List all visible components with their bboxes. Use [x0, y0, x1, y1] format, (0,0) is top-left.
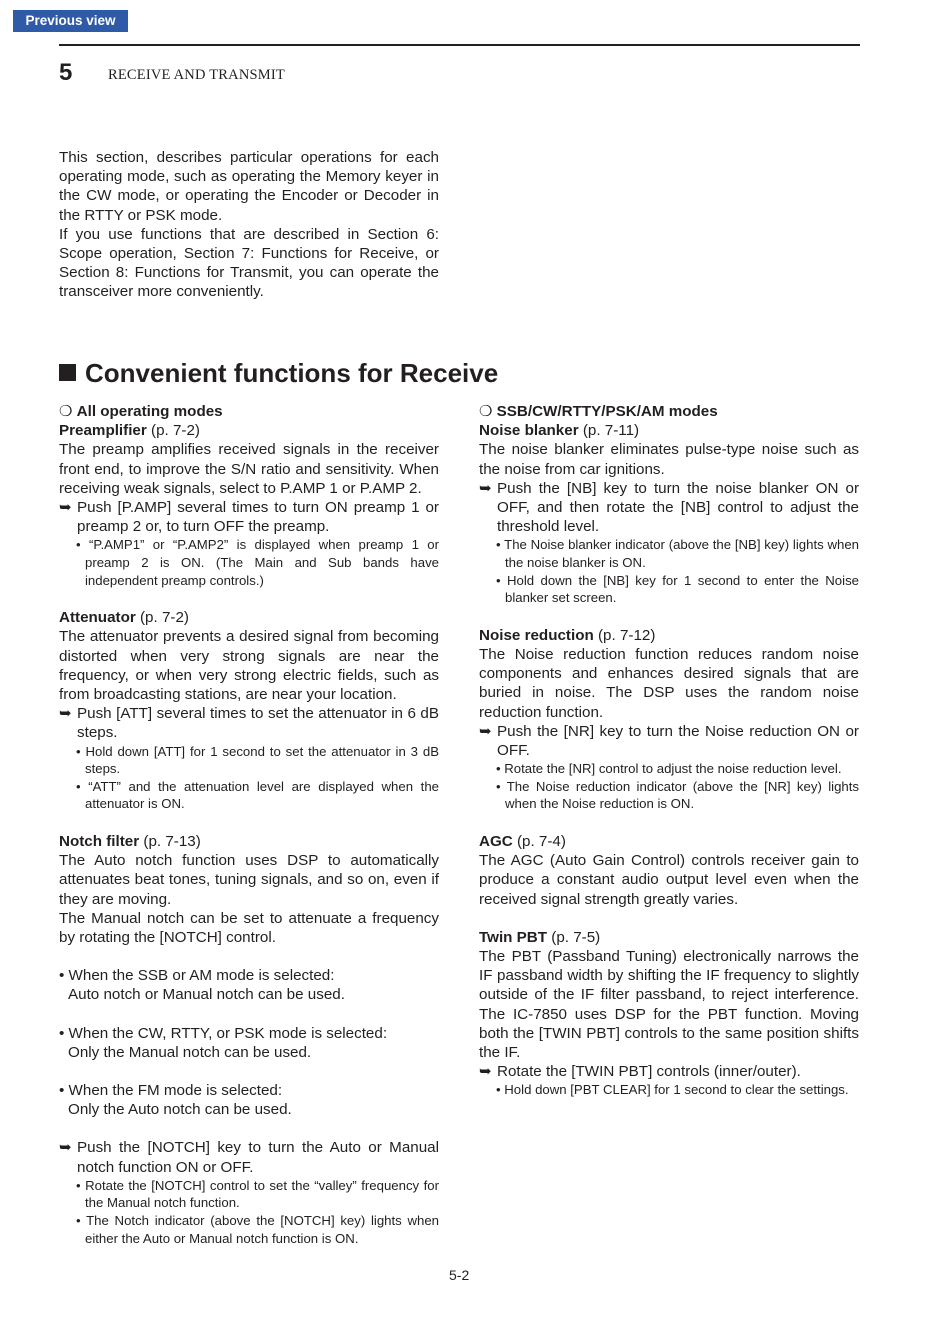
mode-condition: • When the CW, RTTY, or PSK mode is selected:: [59, 1024, 388, 1042]
step: ➥ Push [P.AMP] several times to turn ON preamp 1 or preamp 2 or, to turn OFF the preamp.: [59, 499, 439, 536]
function-heading: Twin PBT (p. 7-5): [479, 928, 601, 946]
note: • “P.AMP1” or “P.AMP2” is displayed when preamp 1 or preamp 2 is ON. (The Main and Sub bands have independent preamp controls.): [76, 537, 439, 588]
function-heading: Preamplifier (p. 7-2): [59, 422, 200, 440]
square-icon: [59, 364, 76, 381]
function-description: The noise blanker eliminates pulse-type noise such as the noise from car ignitions.: [479, 441, 859, 478]
function-description: The Auto notch function uses DSP to automatically attenuates beat tones, tuning signals, and so on, even if they are moving.: [59, 852, 439, 908]
arrow-right-icon: ➥: [59, 705, 72, 723]
note: • The Noise blanker indicator (above the [NB] key) lights when the noise blanker is ON.: [496, 537, 859, 571]
header-rule: [59, 44, 860, 46]
section-heading: [59, 358, 498, 389]
circle-icon: ❍: [59, 403, 73, 420]
function-description: The Manual notch can be set to attenuate a frequency by rotating the [NOTCH] control.: [59, 909, 439, 947]
mode-condition: • When the FM mode is selected:: [59, 1082, 283, 1100]
function-heading: Notch filter (p. 7-13): [59, 833, 201, 850]
page-number: 5-2: [449, 1267, 470, 1283]
mode-condition: • When the SSB or AM mode is selected:: [59, 967, 335, 985]
section-heading-text: Convenient functions for Receive: [85, 358, 499, 388]
note: • The Noise reduction indicator (above the [NR] key) lights when the Noise reduction is ON.: [496, 778, 859, 812]
step: ➥ Rotate the [TWIN PBT] controls (inner/outer).: [479, 1063, 801, 1081]
arrow-right-icon: ➥: [59, 499, 72, 517]
function-description: The attenuator prevents a desired signal from becoming distorted when very strong signals are near the frequency, or when very strong electric fields, such as from broadcasting stations, are near your location.: [59, 628, 439, 704]
function-heading: AGC (p. 7-4): [479, 833, 566, 850]
function-description: The AGC (Auto Gain Control) controls receiver gain to produce a constant audio output level even when the received signal strength greatly varies.: [479, 852, 859, 908]
step: ➥ Push the [NB] key to turn the noise blanker ON or OFF, and then rotate the [NB] control to adjust the threshold level.: [479, 479, 859, 536]
arrow-right-icon: ➥: [479, 1063, 492, 1081]
mode-heading: ❍ All operating modes: [59, 403, 223, 420]
right-column: [479, 402, 859, 1099]
mode-result: Auto notch or Manual notch can be used.: [68, 986, 345, 1004]
function-description: The PBT (Passband Tuning) electronically narrows the IF passband width by shifting the IF frequency to slightly outside of the IF filter passband, to reject interference. The IC-7850 uses DSP for the PBT function. Moving both the [TWIN PBT] controls to the same position shifts the IF.: [479, 948, 859, 1062]
note: • Hold down the [NB] key for 1 second to enter the Noise blanker set screen.: [496, 572, 859, 606]
arrow-right-icon: ➥: [59, 1139, 72, 1157]
arrow-right-icon: ➥: [479, 479, 492, 497]
step: ➥ Push [ATT] several times to set the attenuator in 6 dB steps.: [59, 705, 439, 742]
function-heading: Noise reduction (p. 7-12): [479, 626, 656, 644]
function-heading: Noise blanker (p. 7-11): [479, 422, 640, 440]
intro-paragraph: If you use functions that are described in Section 6: Scope operation, Section 7: Functions for Receive, or Section 8: Functions for Transmit, you can operate the transceiver more conveniently.: [59, 225, 439, 301]
mode-result: Only the Auto notch can be used.: [68, 1101, 292, 1119]
note: • Hold down [PBT CLEAR] for 1 second to clear the settings.: [496, 1082, 849, 1098]
previous-view-button[interactable]: Previous view: [13, 10, 128, 32]
note: • Hold down [ATT] for 1 second to set the attenuator in 3 dB steps.: [76, 743, 439, 777]
arrow-right-icon: ➥: [479, 722, 492, 740]
note: • The Notch indicator (above the [NOTCH] key) lights when either the Auto or Manual notch function is ON.: [76, 1213, 439, 1246]
circle-icon: ❍: [479, 403, 493, 420]
left-column: [59, 402, 439, 1247]
function-heading: Attenuator (p. 7-2): [59, 609, 189, 627]
section-title: RECEIVE AND TRANSMIT: [108, 67, 285, 83]
note: • “ATT” and the attenuation level are displayed when the attenuator is ON.: [76, 778, 439, 812]
function-description: The Noise reduction function reduces random noise components and enhances desired signals that are buried in noise. The DSP uses the random noise reduction function.: [479, 646, 859, 721]
section-number: 5: [59, 59, 73, 86]
function-description: The preamp amplifies received signals in the receiver front end, to improve the S/N ratio and sensitivity. When receiving weak signals, select to P.AMP 1 or P.AMP 2.: [59, 441, 439, 497]
intro: [59, 148, 439, 302]
note: • Rotate the [NOTCH] control to set the “valley” frequency for the Manual notch function.: [76, 1177, 439, 1211]
mode-result: Only the Manual notch can be used.: [68, 1043, 312, 1061]
note: • Rotate the [NR] control to adjust the noise reduction level.: [496, 761, 842, 777]
intro-paragraph: This section, describes particular operations for each operating mode, such as operating the Memory keyer in the CW mode, or operating the Encoder or Decoder in the RTTY or PSK mode.: [59, 149, 439, 224]
mode-heading: ❍ SSB/CW/RTTY/PSK/AM modes: [479, 403, 718, 420]
step: ➥ Push the [NR] key to turn the Noise reduction ON or OFF.: [479, 722, 859, 760]
step: ➥ Push the [NOTCH] key to turn the Auto or Manual notch function ON or OFF.: [59, 1139, 439, 1176]
